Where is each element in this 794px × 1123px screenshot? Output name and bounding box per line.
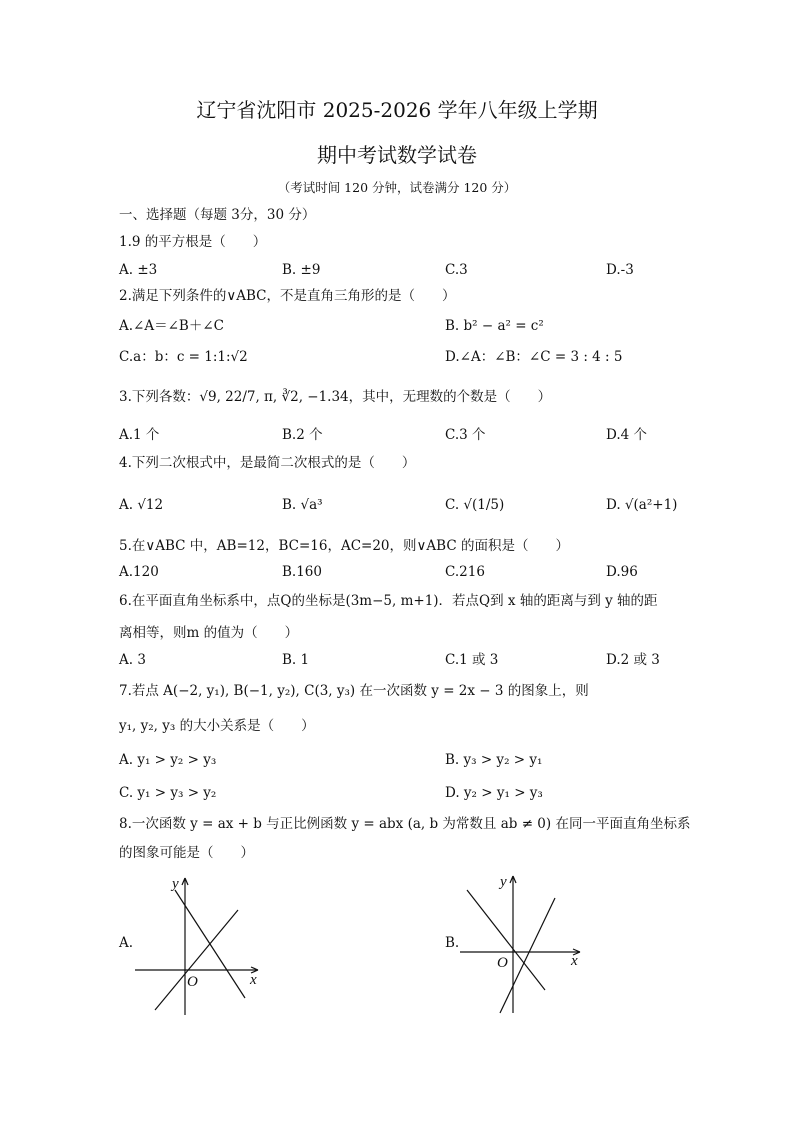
question-2-option-d: D.∠A：∠B：∠C = 3 : 4 : 5 — [445, 349, 623, 365]
axis-label-y: y — [172, 876, 179, 892]
question-6-stem-line1: 6.在平面直角坐标系中，点Q的坐标是(3m−5, m+1)．若点Q到 x 轴的距离与到 y 轴的距 — [119, 593, 658, 609]
question-8-option-b-label: B. — [445, 935, 460, 951]
question-6-option-a: A. 3 — [119, 652, 146, 668]
question-4-option-c: C. √(1/5) — [445, 497, 505, 513]
question-7-option-b: B. y₃ > y₂ > y₁ — [445, 752, 543, 768]
question-4-option-a: A. √12 — [119, 497, 164, 513]
question-2-option-c: C.a：b：c = 1:1:√2 — [119, 349, 248, 365]
question-7-option-d: D. y₂ > y₁ > y₃ — [445, 785, 543, 801]
question-3-option-b: B.2 个 — [282, 427, 323, 443]
question-5-option-d: D.96 — [606, 564, 638, 580]
question-4-option-b: B. √a³ — [282, 497, 323, 513]
question-5-stem: 5.在∨ABC 中，AB=12，BC=16，AC=20，则∨ABC 的面积是（ ） — [119, 538, 569, 554]
axis-label-x: x — [571, 953, 578, 969]
question-6-option-b: B. 1 — [282, 652, 310, 668]
question-7-stem-line1: 7.若点 A(−2, y₁), B(−1, y₂), C(3, y₃) 在一次函数 y = 2x − 3 的图象上，则 — [119, 683, 589, 699]
question-1-option-a: A. ±3 — [119, 262, 158, 278]
question-5-option-b: B.160 — [282, 564, 322, 580]
section-heading: 一、选择题（每题 3分，30 分） — [119, 207, 316, 223]
question-5-option-c: C.216 — [445, 564, 485, 580]
question-3-option-d: D.4 个 — [606, 427, 648, 443]
question-3-stem: 3.下列各数：√9, 22/7, π, ∛2, −1.34，其中，无理数的个数是（ ） — [119, 389, 552, 405]
question-8-stem-line1: 8.一次函数 y = ax + b 与正比例函数 y = abx (a, b 为常数且 ab ≠ 0) 在同一平面直角坐标系 — [119, 816, 691, 832]
question-1-stem: 1.9 的平方根是（ ） — [119, 234, 267, 250]
question-5-option-a: A.120 — [119, 564, 159, 580]
question-7-stem-line2: y₁, y₂, y₃ 的大小关系是（ ） — [119, 718, 315, 734]
question-3-option-a: A.1 个 — [119, 427, 160, 443]
question-6-stem-line2: 离相等，则m 的值为（ ） — [119, 625, 299, 641]
question-1-option-c: C.3 — [445, 262, 468, 278]
axis-label-y: y — [500, 874, 507, 890]
question-3-option-c: C.3 个 — [445, 427, 486, 443]
question-1-option-d: D.-3 — [606, 262, 634, 278]
page-title-line2: 期中考试数学试卷 — [317, 143, 477, 167]
question-8-graph-a — [130, 870, 270, 1020]
question-2-option-b: B. b² − a² = c² — [445, 318, 544, 334]
question-8-stem-line2: 的图象可能是（ ） — [119, 845, 254, 861]
exam-note: （考试时间 120 分钟，试卷满分 120 分） — [277, 180, 517, 195]
question-6-option-c: C.1 或 3 — [445, 652, 499, 668]
question-8-graph-b — [455, 868, 595, 1018]
question-2-option-a: A.∠A＝∠B＋∠C — [119, 318, 224, 334]
question-7-option-c: C. y₁ > y₃ > y₂ — [119, 785, 217, 801]
origin-label: O — [497, 955, 508, 971]
question-2-stem: 2.满足下列条件的∨ABC，不是直角三角形的是（ ） — [119, 288, 456, 304]
question-8-option-a-label: A. — [119, 935, 134, 951]
question-4-stem: 4.下列二次根式中，是最简二次根式的是（ ） — [119, 455, 416, 471]
question-6-option-d: D.2 或 3 — [606, 652, 660, 668]
question-7-option-a: A. y₁ > y₂ > y₃ — [119, 752, 217, 768]
origin-label: O — [187, 974, 198, 990]
question-1-option-b: B. ±9 — [282, 262, 321, 278]
question-4-option-d: D. √(a²+1) — [606, 497, 678, 513]
page-title-line1: 辽宁省沈阳市 2025-2026 学年八年级上学期 — [196, 98, 598, 122]
axis-label-x: x — [250, 972, 257, 988]
